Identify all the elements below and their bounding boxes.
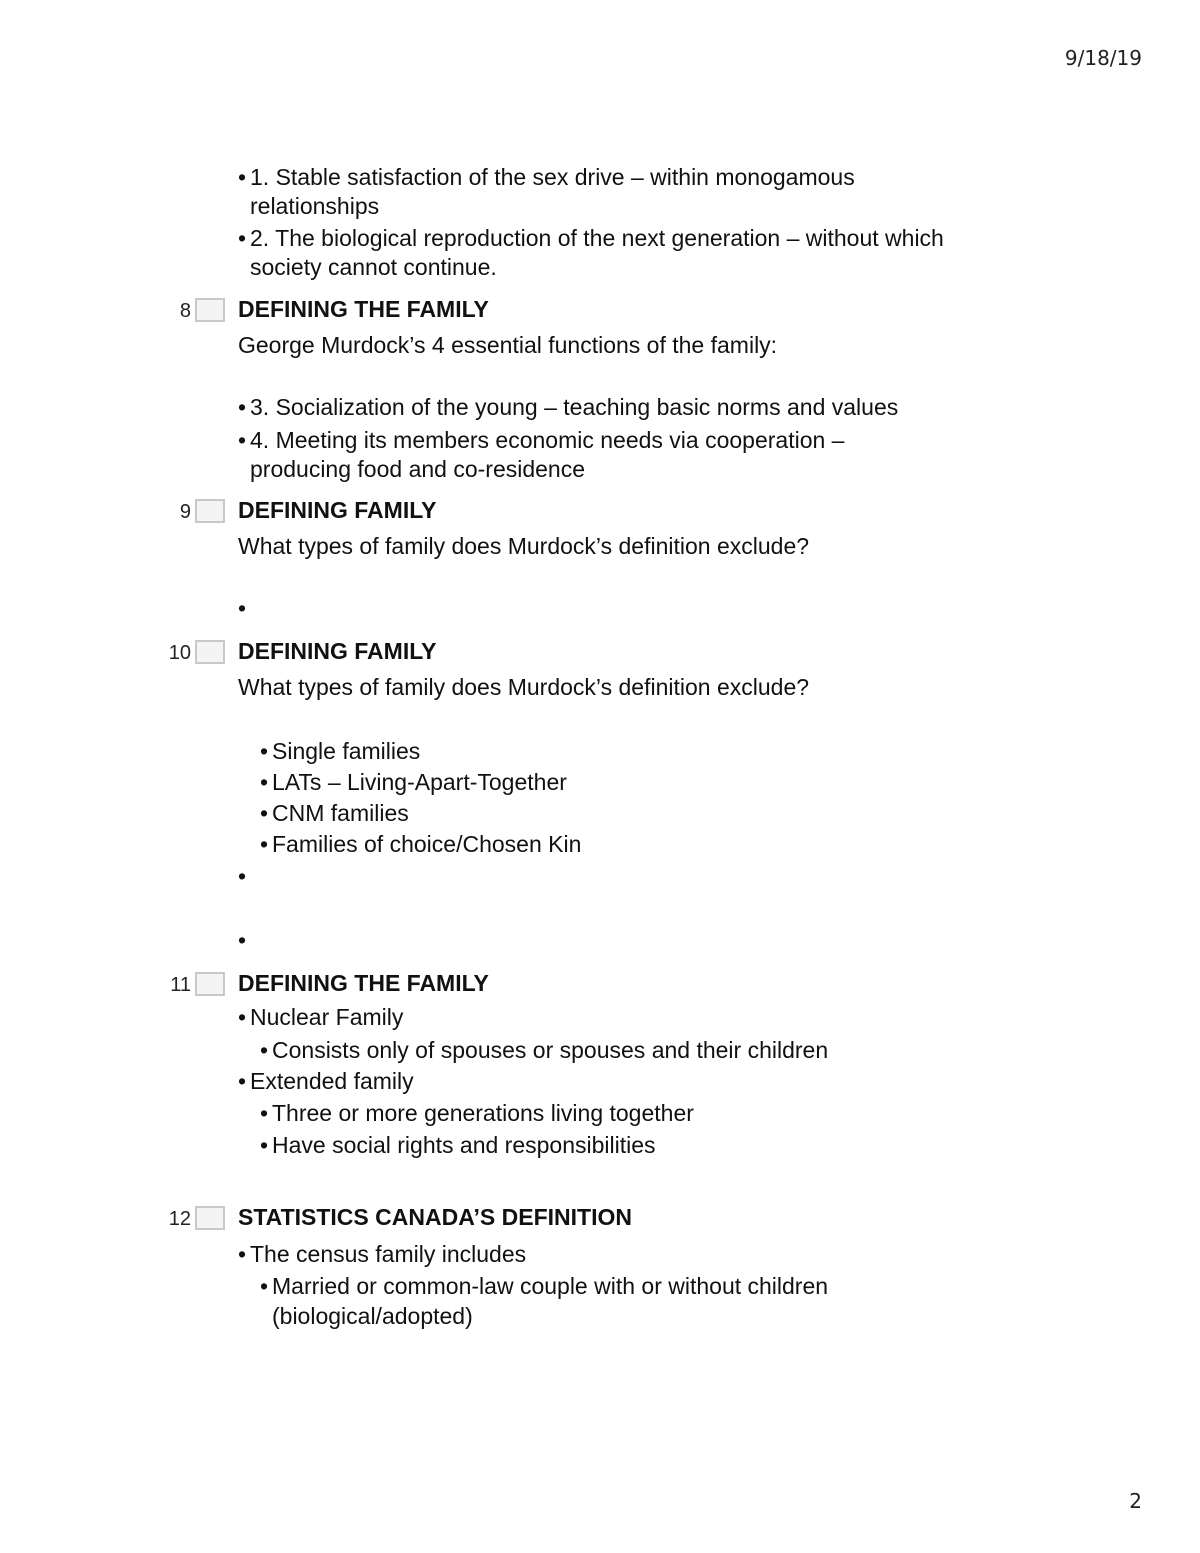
bullet-continuation: society cannot continue. — [250, 254, 497, 280]
page-date: 9/18/19 — [1064, 46, 1142, 70]
slide-thumbnail[interactable] — [195, 499, 225, 523]
sub-bullet-item: • Married or common-law couple with or without children — [260, 1273, 829, 1299]
sub-bullet-continuation: (biological/adopted) — [272, 1303, 473, 1329]
slide-intro: What types of family does Murdock’s definition exclude? — [238, 674, 810, 700]
sub-bullet-item: • CNM families — [260, 800, 409, 826]
slide-title: STATISTICS CANADA’S DEFINITION — [238, 1204, 632, 1230]
slide-intro: What types of family does Murdock’s definition exclude? — [238, 533, 810, 559]
slide-number: 9 — [179, 501, 191, 523]
empty-bullet: • — [238, 927, 247, 953]
sub-bullet-item: • LATs – Living-Apart-Together — [260, 769, 567, 795]
bullet-item: • Extended family — [238, 1068, 414, 1094]
page-number: 2 — [1129, 1489, 1142, 1513]
empty-bullet: • — [238, 863, 247, 889]
slide-number: 12 — [168, 1208, 191, 1230]
slide-thumbnail[interactable] — [195, 972, 225, 996]
sub-bullet-item: • Consists only of spouses or spouses and their children — [260, 1037, 829, 1063]
slide-thumbnail[interactable] — [195, 298, 225, 322]
sub-bullet-item: • Single families — [260, 738, 421, 764]
sub-bullet-item: • Families of choice/Chosen Kin — [260, 831, 582, 857]
slide-intro: George Murdock’s 4 essential functions of the family: — [238, 332, 778, 358]
slide-title: DEFINING THE FAMILY — [238, 296, 489, 322]
slide-number: 11 — [170, 974, 191, 996]
slide-number: 8 — [179, 300, 191, 322]
slide-title: DEFINING THE FAMILY — [238, 970, 489, 996]
sub-bullet-item: • Three or more generations living together — [260, 1100, 694, 1126]
slide-title: DEFINING FAMILY — [238, 497, 437, 523]
slide-thumbnail[interactable] — [195, 1206, 225, 1230]
bullet-continuation: relationships — [250, 193, 380, 219]
slide-title: DEFINING FAMILY — [238, 638, 437, 664]
slide-thumbnail[interactable] — [195, 640, 225, 664]
bullet-item: • 1. Stable satisfaction of the sex drive – within monogamous — [238, 164, 855, 190]
bullet-item: • 2. The biological reproduction of the next generation – without which — [238, 225, 944, 251]
sub-bullet-item: • Have social rights and responsibilities — [260, 1132, 656, 1158]
empty-bullet: • — [238, 595, 247, 621]
bullet-item: • Nuclear Family — [238, 1004, 404, 1030]
bullet-item: • 3. Socialization of the young – teaching basic norms and values — [238, 394, 899, 420]
slide-number: 10 — [168, 642, 191, 664]
bullet-item: • 4. Meeting its members economic needs via cooperation – — [238, 427, 845, 453]
bullet-item: • The census family includes — [238, 1241, 527, 1267]
bullet-continuation: producing food and co-residence — [250, 456, 586, 482]
